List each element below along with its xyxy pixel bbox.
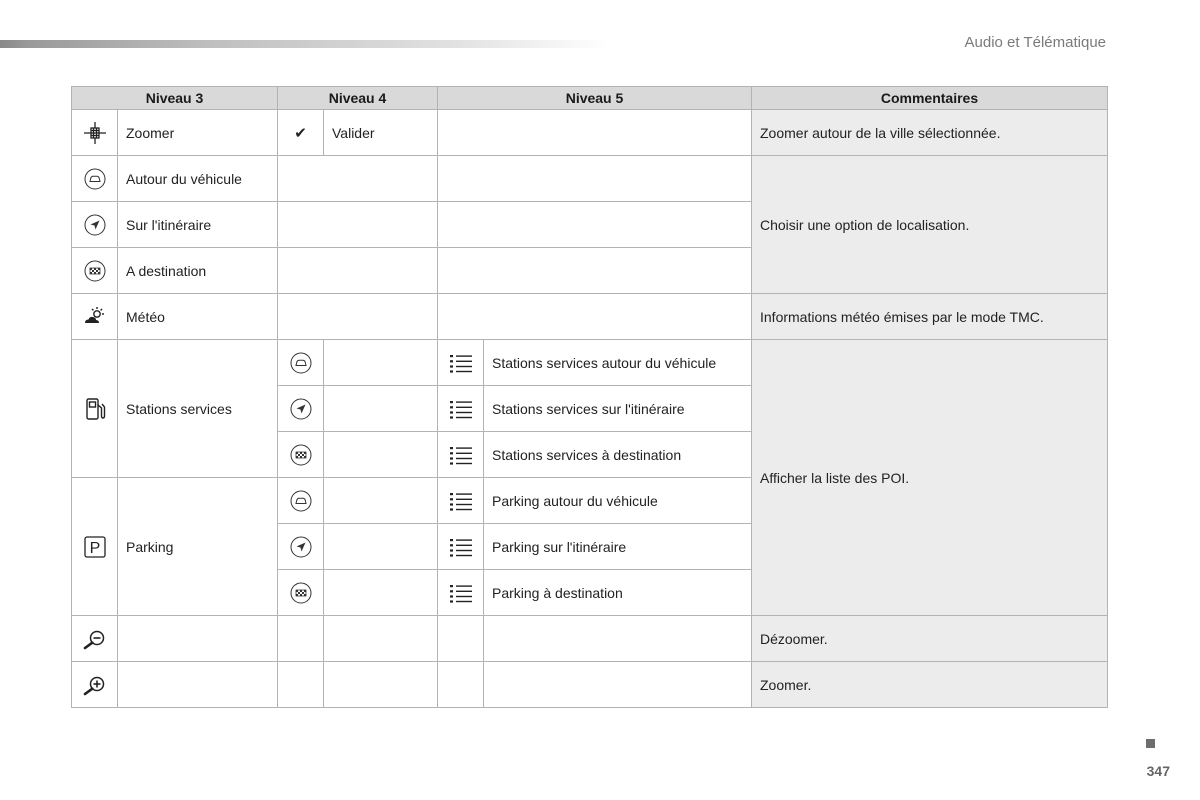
level4-label: Valider [324, 110, 438, 156]
destination-flag-icon [278, 570, 324, 616]
crosshair-zoom-icon [72, 110, 118, 156]
level3-label-empty [118, 616, 278, 662]
level4-label-empty [324, 386, 438, 432]
page-marker-square [1146, 739, 1155, 748]
section-title: Audio et Télématique [964, 34, 1106, 51]
navigation-menu-table [71, 86, 1108, 708]
list-icon [438, 478, 484, 524]
level5-empty [438, 294, 752, 340]
level3-label: Stations services [118, 340, 278, 478]
fuel-pump-icon [72, 340, 118, 478]
level4-label-empty [324, 432, 438, 478]
comment-cell: Zoomer autour de la ville sélectionnée. [752, 110, 1108, 156]
level5-empty [438, 110, 752, 156]
level3-label: Sur l'itinéraire [118, 202, 278, 248]
comment-cell: Zoomer. [752, 662, 1108, 708]
check-icon: ✔ [278, 110, 324, 156]
level3-label: Zoomer [118, 110, 278, 156]
header-niveau-3: Niveau 3 [72, 87, 278, 110]
header-commentaires: Commentaires [752, 87, 1108, 110]
level4-icon-empty [278, 662, 324, 708]
level5-label-empty [484, 662, 752, 708]
level4-label-empty [324, 616, 438, 662]
route-arrow-icon [278, 386, 324, 432]
level4-icon-empty [278, 616, 324, 662]
level4-empty [278, 248, 438, 294]
route-arrow-icon [278, 524, 324, 570]
destination-flag-icon [278, 432, 324, 478]
level5-empty [438, 248, 752, 294]
list-icon [438, 432, 484, 478]
level3-label: Météo [118, 294, 278, 340]
vehicle-icon [72, 156, 118, 202]
level3-label: Autour du véhicule [118, 156, 278, 202]
table-row [72, 662, 1108, 708]
parking-glyph: P [89, 539, 100, 557]
level4-empty [278, 294, 438, 340]
level5-empty [438, 202, 752, 248]
list-icon [438, 386, 484, 432]
list-icon [438, 524, 484, 570]
top-decorative-bar [0, 40, 610, 48]
weather-icon [72, 294, 118, 340]
vehicle-icon [278, 340, 324, 386]
parking-icon [72, 478, 118, 616]
zoom-in-icon [72, 662, 118, 708]
level4-label-empty [324, 524, 438, 570]
level4-label-empty [324, 340, 438, 386]
level5-label: Stations services à destination [484, 432, 752, 478]
table-row [72, 156, 1108, 202]
comment-cell-location: Choisir une option de localisation. [752, 156, 1108, 294]
page-number: 347 [1146, 763, 1170, 779]
level4-label-empty [324, 570, 438, 616]
level5-icon-empty [438, 616, 484, 662]
table-header-row [72, 87, 1108, 110]
vehicle-icon [278, 478, 324, 524]
list-icon [438, 570, 484, 616]
level4-empty [278, 202, 438, 248]
level5-label: Stations services autour du véhicule [484, 340, 752, 386]
level5-empty [438, 156, 752, 202]
level4-label-empty [324, 478, 438, 524]
comment-cell-poi: Afficher la liste des POI. [752, 340, 1108, 616]
level5-label: Parking à destination [484, 570, 752, 616]
comment-cell: Informations météo émises par le mode TMC. [752, 294, 1108, 340]
header-niveau-4: Niveau 4 [278, 87, 438, 110]
destination-flag-icon [72, 248, 118, 294]
route-arrow-icon [72, 202, 118, 248]
table-row [72, 294, 1108, 340]
level5-icon-empty [438, 662, 484, 708]
table-row [72, 616, 1108, 662]
level4-empty [278, 156, 438, 202]
zoom-out-icon [72, 616, 118, 662]
level5-label: Parking autour du véhicule [484, 478, 752, 524]
comment-cell: Dézoomer. [752, 616, 1108, 662]
level3-label: Parking [118, 478, 278, 616]
level5-label: Stations services sur l'itinéraire [484, 386, 752, 432]
table-row [72, 110, 1108, 156]
table-row [72, 340, 1108, 386]
level5-label: Parking sur l'itinéraire [484, 524, 752, 570]
level5-label-empty [484, 616, 752, 662]
level3-label: A destination [118, 248, 278, 294]
header-niveau-5: Niveau 5 [438, 87, 752, 110]
level3-label-empty [118, 662, 278, 708]
list-icon [438, 340, 484, 386]
level4-label-empty [324, 662, 438, 708]
